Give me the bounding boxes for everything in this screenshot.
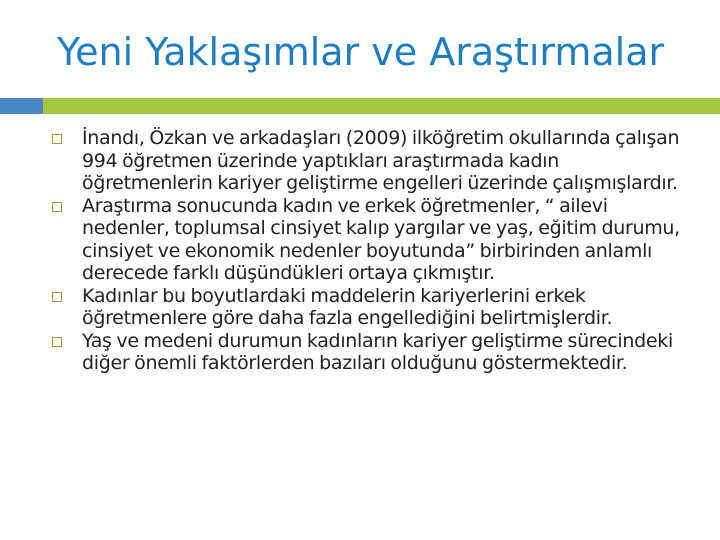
bullet-text: Araştırma sonucunda kadın ve erkek öğretmenler, “ ailevi nedenler, toplumsal cinsiyet kalıp yargılar ve yaş, eğitim durumu, cinsiyet ve ekonomik nedenler boyutunda” birbirinden anlamlı derecede farklı düşündükleri ortaya çıkmıştır. (82, 194, 680, 284)
accent-bar-green (43, 98, 720, 114)
accent-bar-blue (0, 98, 43, 114)
hollow-square-bullet-icon (52, 337, 62, 347)
slide-title: Yeni Yaklaşımlar ve Araştırmalar (57, 30, 665, 74)
bullet-text: Kadınlar bu boyutlardaki maddelerin kariyerlerini erkek öğretmenlere göre daha fazla engellediğini belirtmişlerdir. (82, 284, 613, 329)
hollow-square-bullet-icon (52, 292, 62, 302)
bullet-list (52, 127, 692, 375)
bullet-text: İnandı, Özkan ve arkadaşları (2009) ilköğretim okullarında çalışan 994 öğretmen üzerinde yaptıkları araştırmada kadın öğretmenlerin kariyer geliştirme engelleri üzerinde çalışmışlardır. (82, 127, 680, 194)
bullet-item (52, 330, 692, 375)
bullet-text: Yaş ve medeni durumun kadınların kariyer geliştirme sürecindeki diğer önemli faktörlerden bazıları olduğunu göstermektedir. (82, 329, 673, 374)
bullet-item (52, 195, 692, 285)
bullet-item (52, 285, 692, 330)
hollow-square-bullet-icon (52, 134, 62, 144)
bullet-item (52, 127, 692, 195)
hollow-square-bullet-icon (52, 202, 62, 212)
